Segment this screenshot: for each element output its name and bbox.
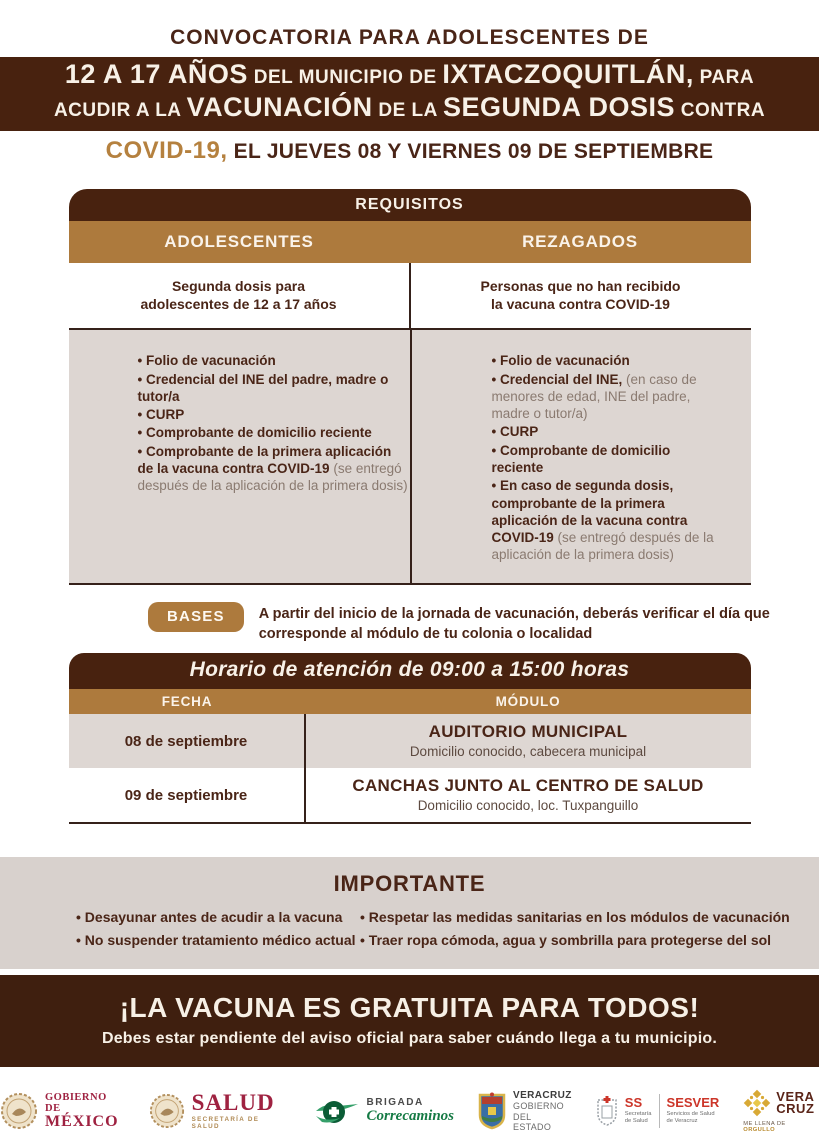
title-banner-line1 [0,60,819,93]
rezagados-requirements-list [481,352,721,563]
vera-label: VERA [776,1088,815,1104]
covid-label: COVID-19, [105,137,228,164]
list-item: • Comprobante de domicilio reciente [138,424,410,441]
ss-label: SS [624,1094,643,1110]
requisitos-header: REQUISITOS [69,189,751,221]
dateline [0,137,819,165]
list-item: • Comprobante de domicilio reciente [492,442,721,477]
col-header-fecha: FECHA [161,694,213,710]
bases-text-line2: corresponde al módulo de tu colonia o localidad [258,625,593,642]
veracruz-label: VERACRUZ [513,1089,572,1101]
brigada-text [367,1097,455,1125]
list-item: • Respetar las medidas sanitarias en los módulos de vacunación [360,906,819,928]
banner-seg-vacunacion: VACUNACIÓN [186,92,373,122]
modulo-name: AUDITORIO MUNICIPAL [428,722,628,742]
brigada-label: BRIGADA [366,1097,424,1109]
veracruz-tagline [743,1121,819,1133]
list-item: • Credencial del INE del padre, madre o tutor/a [138,371,410,406]
ss-sub-line1: Secretaría [624,1110,652,1117]
list-item: • CURP [138,406,410,423]
intro-rezagados-line2: la vacuna contra COVID-19 [491,296,670,313]
modulo-cell [306,714,751,768]
intro-rezagados [411,263,751,328]
list-item: • Traer ropa cómoda, agua y sombrilla para protegerse del sol [360,929,819,951]
free-vaccine-title: ¡LA VACUNA ES GRATUITA PARA TODOS! [119,991,700,1023]
importante-columns [0,906,819,951]
poster-eyebrow-title: CONVOCATORIA PARA ADOLESCENTES DE [170,26,649,49]
requisitos-column-headers [69,221,751,263]
list-item: • En caso de segunda dosis, comprobante de la primera aplicación de la vacuna contra COVID-19 (se entregó después de la aplicación de la primera dosis) [492,477,721,563]
modulo-detail: Domicilio conocido, loc. Tuxpanguillo [417,798,639,814]
salud-logo [149,1091,290,1130]
banner-seg-segunda-dosis: SEGUNDA DOSIS [442,92,675,122]
gobierno-mexico-logo [0,1092,125,1131]
adolescentes-requirements-list [138,352,410,494]
importante-title: IMPORTANTE [333,871,486,897]
veracruz-brand-logo [743,1089,819,1133]
sesver-sub-line2: de Veracruz [666,1118,698,1125]
gobierno-mexico-text [45,1092,125,1131]
veracruz-gobierno-text [513,1090,572,1133]
ss-sub-text [625,1111,652,1126]
intro-rezagados-line1: Personas que no han recibido [480,278,681,294]
title-banner [0,57,819,131]
ss-text [625,1096,652,1126]
bases-text [259,602,770,645]
banner-seg-dela: DE LA [372,100,443,121]
veracruz-brand-text [776,1088,815,1116]
mexico-label: MÉXICO [45,1112,119,1130]
horario-table [69,653,751,824]
ss-shield-icon [596,1096,618,1126]
gobierno-de-label: GOBIERNO DE [45,1091,107,1114]
tagline-orgullo: ORGULLO [743,1126,776,1133]
table-row [69,768,751,822]
bases-section [148,602,819,645]
salud-text [192,1091,290,1130]
banner-seg-contra: CONTRA [675,100,766,121]
intro-adolescentes-line1: Segunda dosis para [171,278,306,294]
mexico-eagle-seal-icon [0,1092,38,1130]
list-item: • No suspender tratamiento médico actual [76,929,360,951]
horario-column-headers [69,689,751,714]
col-header-modulo: MÓDULO [495,694,561,710]
gobierno-label: GOBIERNO [513,1101,564,1112]
bullets-adolescentes [69,330,412,582]
del-estado-label: DEL ESTADO [513,1111,552,1132]
intro-adolescentes-line2: adolescentes de 12 a 17 años [140,296,337,313]
list-item: • Comprobante de la primera aplicación de la vacuna contra COVID-19 (se entregó después de la aplicación de la primera dosis) [138,443,410,495]
free-vaccine-banner [0,975,819,1067]
veracruz-gobierno-logo [478,1090,572,1133]
footer-logos [0,1067,819,1133]
table-row [69,714,751,768]
sesver-label: SESVER [666,1094,720,1110]
ss-sub-line2: de Salud [624,1118,648,1125]
requisitos-intro-row [69,263,751,328]
modulo-cell [306,768,751,822]
banner-seg-acudir: ACUDIR A LA [53,100,187,121]
brigada-correcaminos-logo [314,1096,455,1126]
list-item: • Desayunar antes de acudir a la vacuna [76,906,360,928]
salud-seal-icon [149,1093,185,1129]
talavera-pattern-icon [743,1089,771,1117]
sesver-sub-line1: Servicios de Salud [666,1110,715,1117]
banner-seg-para: PARA [693,67,755,88]
tagline-pre: ME LLENA DE [743,1120,786,1127]
bases-text-line1: A partir del inicio de la jornada de vacunación, deberás verificar el día que [258,605,770,622]
sesver-text [667,1096,720,1126]
importante-col2 [360,906,819,951]
veracruz-brand-row [743,1089,819,1117]
importante-col1 [76,906,360,951]
veracruz-coat-of-arms-icon [478,1093,506,1129]
list-item: • Folio de vacunación [492,352,721,369]
list-item: • Credencial del INE, (en caso de menores de edad, INE del padre, madre o tutor/a) [492,371,721,423]
banner-seg-municipio: DEL MUNICIPIO DE [247,67,443,88]
col-header-adolescentes: ADOLESCENTES [164,232,314,251]
horario-header: Horario de atención de 09:00 a 15:00 horas [69,653,751,689]
logo-divider [659,1094,660,1128]
bullets-rezagados [412,330,751,582]
vaccination-poster [0,26,819,1133]
modulo-detail: Domicilio conocido, cabecera municipal [409,744,647,760]
roadrunner-icon [314,1096,360,1126]
ss-sesver-logo [596,1094,720,1128]
col-header-rezagados: REZAGADOS [522,232,638,251]
bases-badge: BASES [148,602,244,632]
fecha-cell: 08 de septiembre [69,714,306,768]
banner-seg-ages: 12 A 17 AÑOS [64,59,248,89]
secretaria-salud-label: SECRETARÍA DE SALUD [191,1116,260,1131]
list-item: • Folio de vacunación [138,352,410,369]
importante-section [0,857,819,969]
dates-label: EL JUEVES 08 Y VIERNES 09 DE SEPTIEMBRE [227,140,714,163]
requisitos-bullets-row [69,328,751,584]
salud-label: SALUD [191,1090,275,1116]
title-banner-line2 [0,93,819,126]
intro-adolescentes [69,263,411,328]
requisitos-table [69,189,751,585]
cruz-label: CRUZ [776,1100,815,1116]
list-item: • CURP [492,423,721,440]
fecha-cell: 09 de septiembre [69,768,306,822]
modulo-name: CANCHAS JUNTO AL CENTRO DE SALUD [352,776,704,796]
correcaminos-label: Correcaminos [366,1108,455,1125]
banner-seg-ixtaczoquitlan: IXTACZOQUITLÁN, [442,59,694,89]
free-vaccine-subtitle: Debes estar pendiente del aviso oficial para saber cuándo llega a tu municipio. [101,1029,718,1047]
sesver-sub-text [667,1111,720,1126]
